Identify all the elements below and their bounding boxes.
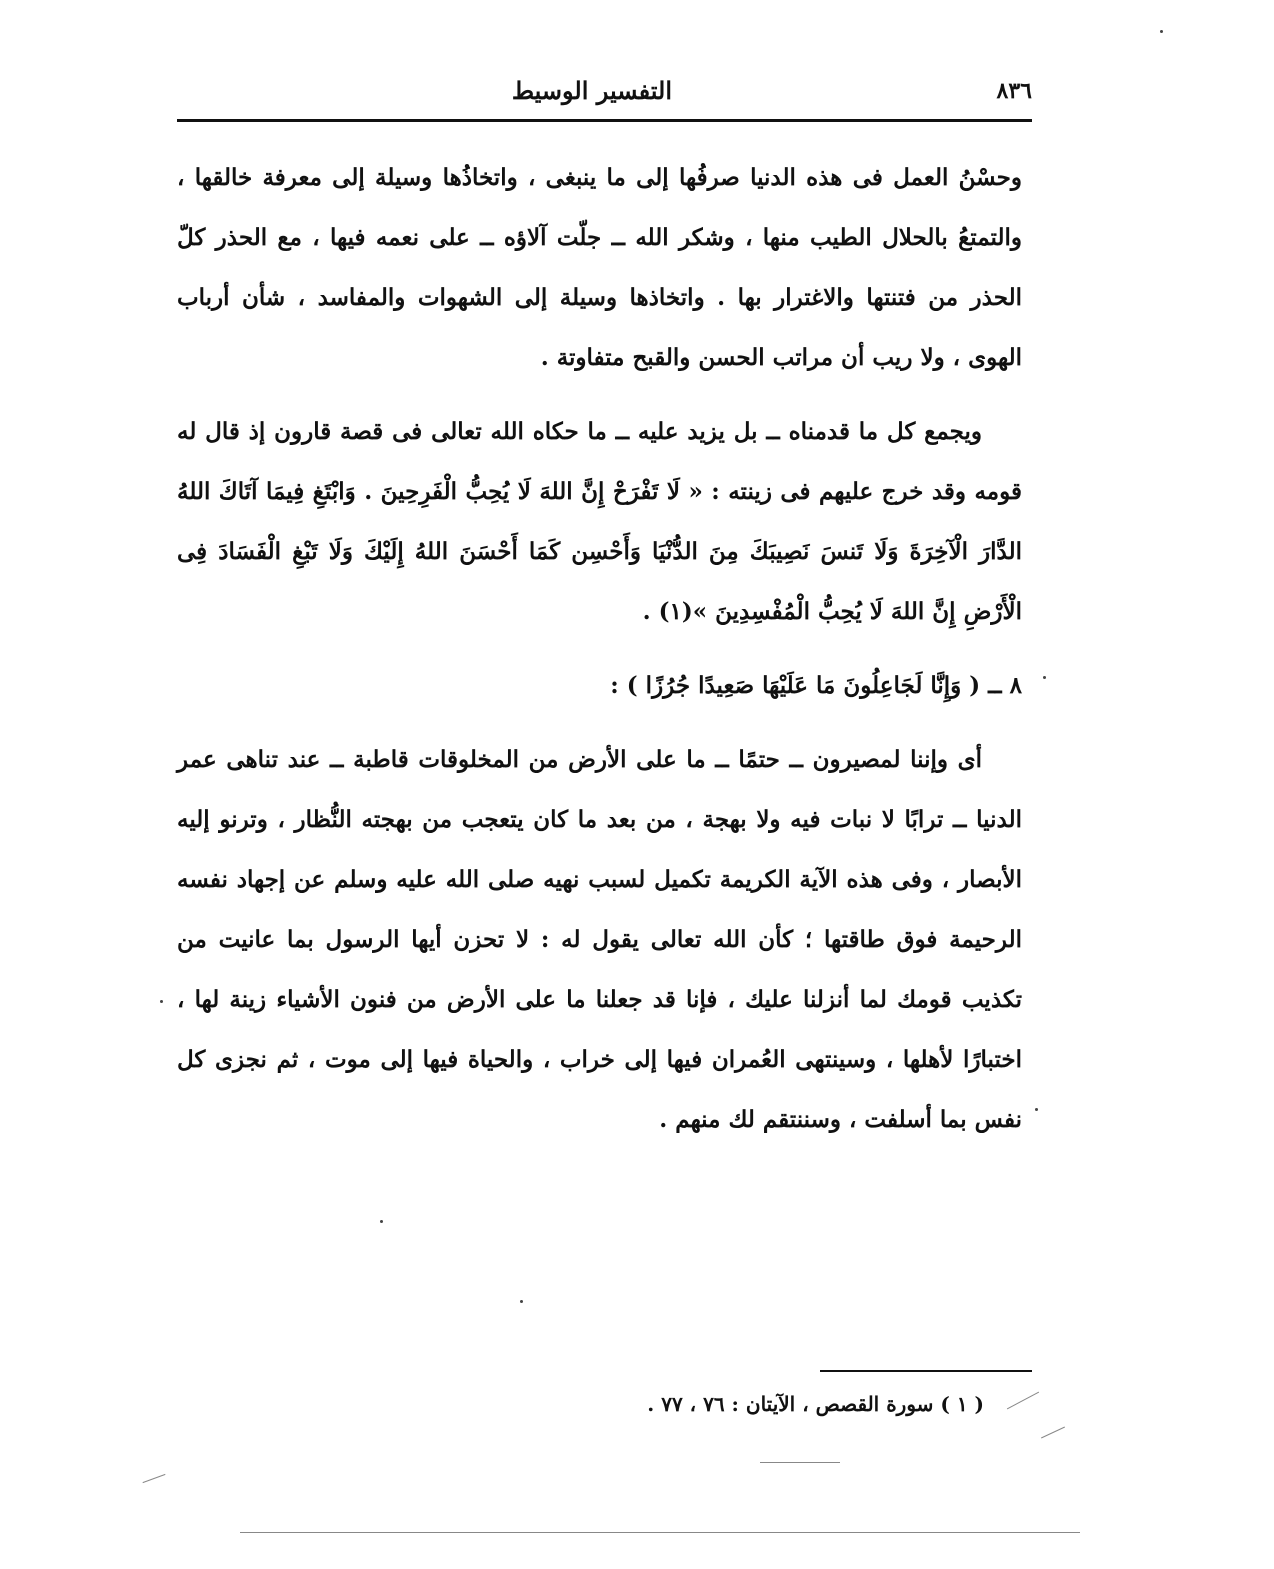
scan-speck xyxy=(1160,30,1163,33)
header-rule xyxy=(177,119,1032,122)
scan-mark xyxy=(1041,1427,1065,1439)
scan-speck xyxy=(160,1000,163,1003)
paragraph-3: أى وإننا لمصيرون ــ حتمًا ــ ما على الأرض من المخلوقات قاطبة ــ عند تناهى عمر الدنيا ــ ترابًا لا نبات فيه ولا بهجة ، من بعد ما كان يتعجب من بهجته النُّظار ، وترنو إليه الأبصار ، وفى هذه الآية الكريمة تكميل لسبب نهيه صلى الله عليه وسلم عن إجهاد نفسه الرحيمة فوق طاقتها ؛ كأن الله تعالى يقول له : لا تحزن أيها الرسول بما عانيت من تكذيب قومك لما أنزلنا عليك ، فإنا قد جعلنا ما على الأرض من فنون الأشياء زينة لها ، اختبارًا لأهلها ، وسينتهى العُمران فيها إلى خراب ، والحياة فيها إلى موت ، ثم نجزى كل نفس بما أسلفت ، وسننتقم لك منهم . xyxy=(177,746,1022,1133)
scan-mark xyxy=(760,1462,840,1463)
scan-speck xyxy=(1035,1108,1038,1111)
verse-heading: ٨ ــ ( وَإِنَّا لَجَاعِلُونَ مَا عَلَيْهَا صَعِيدًا جُرُزًا ) : xyxy=(610,672,1022,699)
paragraph-1: وحسْنُ العمل فى هذه الدنيا صرفُها إلى ما ينبغى ، واتخاذُها وسيلة إلى معرفة خالقها ، والتمتعُ بالحلال الطيب منها ، وشكر الله ــ جلّت آلاؤه ــ على نعمه فيها ، مع الحذر كلّ الحذر من فتنتها والاغترار بها . واتخاذها وسيلة إلى الشهوات والمفاسد ، شأن أرباب الهوى ، ولا ريب أن مراتب الحسن والقبح متفاوتة . xyxy=(177,164,1022,371)
footnote-rule xyxy=(820,1370,1032,1372)
body-text xyxy=(177,148,1022,1150)
footnote: ( ١ ) سورة القصص ، الآيتان : ٧٦ ، ٧٧ . xyxy=(647,1392,984,1416)
scan-speck xyxy=(1043,676,1046,679)
page-number: ٨٣٦ xyxy=(996,78,1032,104)
page-header xyxy=(177,70,1032,120)
scan-mark xyxy=(143,1474,166,1483)
running-title: التفسير الوسيط xyxy=(511,76,672,105)
scan-mark xyxy=(240,1532,1080,1533)
paragraph-2: ويجمع كل ما قدمناه ــ بل يزيد عليه ــ ما حكاه الله تعالى فى قصة قارون إذ قال له قومه وقد خرج عليهم فى زينته : « لَا تَفْرَحْ إِنَّ اللهَ لَا يُحِبُّ الْفَرِحِينَ . وَابْتَغِ فِيمَا آتَاكَ اللهُ الدَّارَ الْآخِرَةَ وَلَا تَنسَ نَصِيبَكَ مِنَ الدُّنْيَا وَأَحْسِن كَمَا أَحْسَنَ اللهُ إِلَيْكَ وَلَا تَبْغِ الْفَسَادَ فِى الْأَرْضِ إِنَّ اللهَ لَا يُحِبُّ الْمُفْسِدِينَ »(١) . xyxy=(177,418,1022,625)
scan-speck xyxy=(380,1220,383,1223)
scan-mark xyxy=(1007,1392,1039,1410)
scan-speck xyxy=(520,1300,523,1303)
